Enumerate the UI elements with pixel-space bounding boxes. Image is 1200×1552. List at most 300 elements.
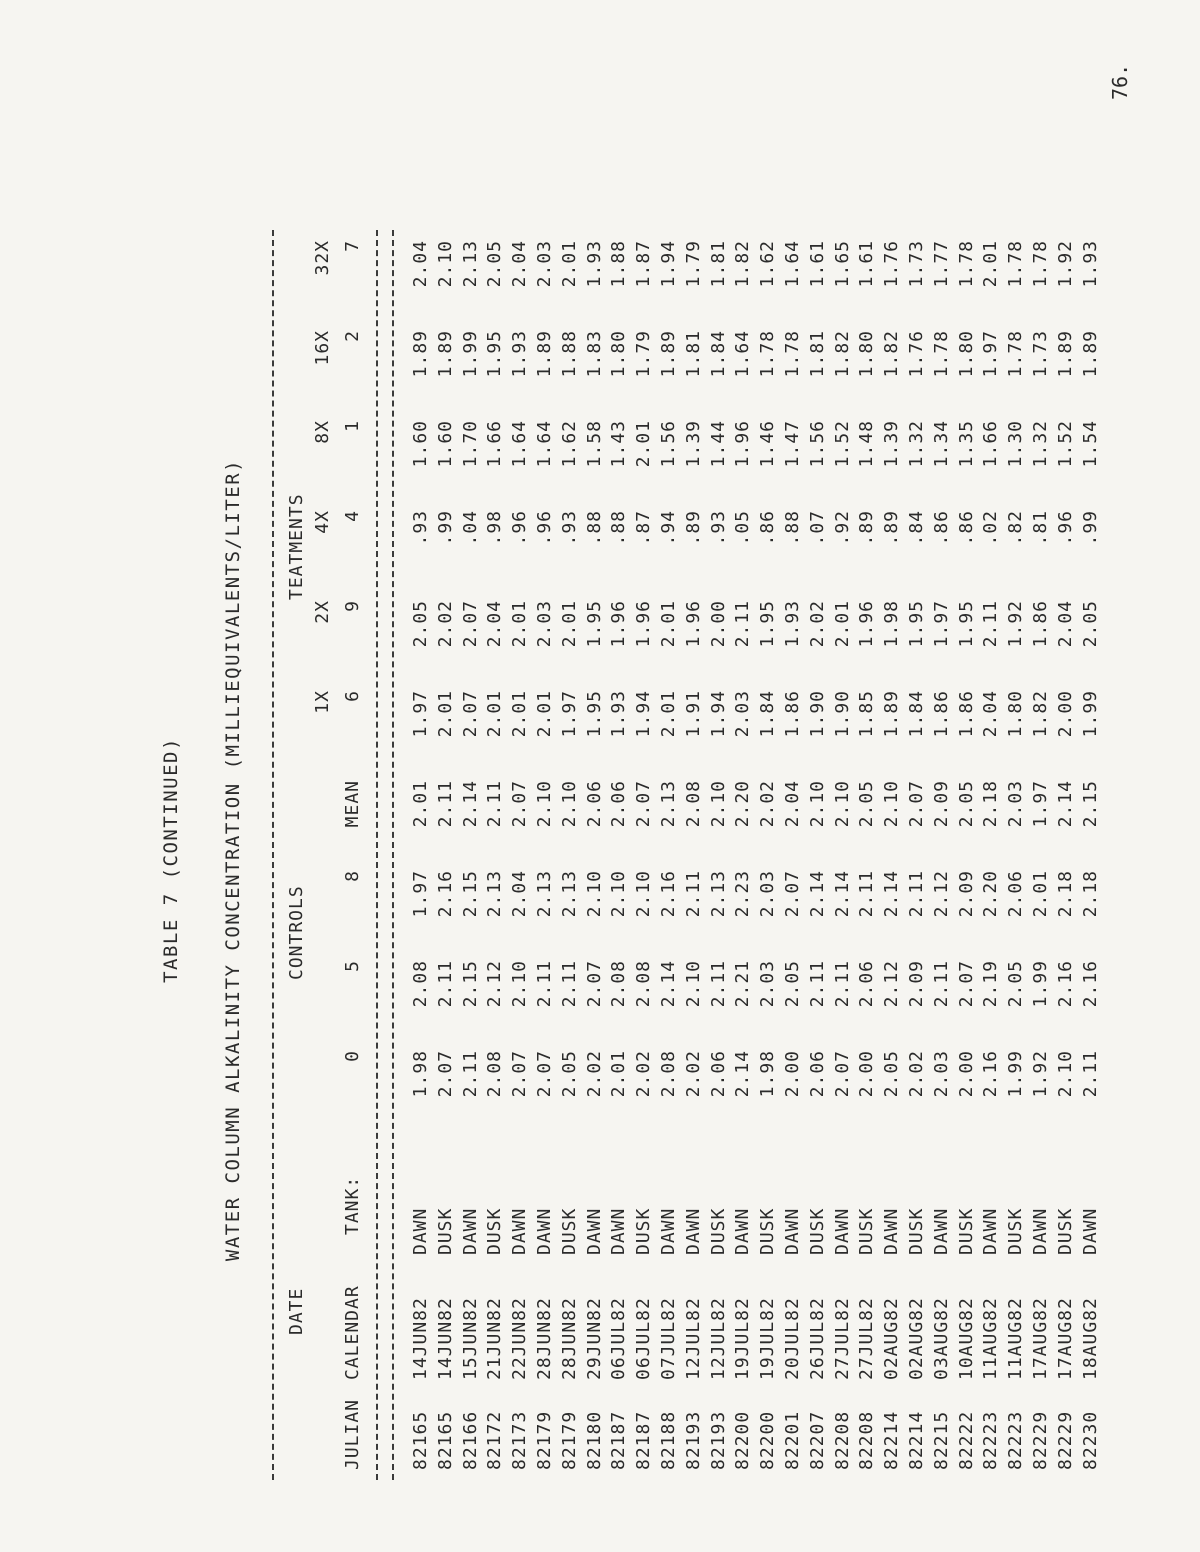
value-cell: 2.04: [1054, 600, 1076, 648]
value-cell: 2.03: [732, 690, 754, 738]
value-cell: 2.07: [509, 1050, 531, 1098]
value-cell: 1.78: [1030, 240, 1051, 288]
value-cell: 1.81: [707, 240, 729, 288]
value-cell: 1.34: [930, 420, 952, 468]
table-row: [633, 220, 658, 1520]
value-cell: 1.82: [881, 330, 903, 378]
value-cell: 1.78: [1005, 240, 1027, 288]
value-cell: 1.86: [930, 690, 952, 738]
value-cell: 1.89: [534, 330, 555, 378]
value-cell: 2.12: [881, 960, 903, 1008]
calendar-date-cell: 26JUL82: [806, 1297, 828, 1380]
value-cell: 1.96: [732, 420, 754, 468]
value-cell: .96: [534, 510, 555, 546]
value-cell: 1.92: [1054, 240, 1076, 288]
value-cell: 2.02: [682, 1050, 704, 1098]
value-cell: 2.04: [782, 780, 803, 828]
value-cell: 1.52: [831, 420, 853, 468]
value-cell: 2.05: [410, 600, 431, 648]
value-cell: 1.93: [583, 240, 605, 288]
value-cell: .93: [558, 510, 580, 546]
value-cell: 2.02: [757, 780, 779, 828]
value-cell: 2.00: [955, 1050, 977, 1098]
calendar-date-cell: 28JUN82: [558, 1297, 580, 1380]
value-cell: 1.96: [608, 600, 630, 648]
value-cell: 2.03: [757, 870, 779, 918]
value-cell: 2.18: [980, 780, 1002, 828]
value-cell: 1.90: [806, 690, 828, 738]
value-cell: 2.14: [806, 870, 828, 918]
value-cell: 1.66: [484, 420, 506, 468]
header-32x: 32X: [312, 240, 333, 276]
value-cell: 1.78: [782, 330, 803, 378]
value-cell: 2.15: [1079, 780, 1101, 828]
value-cell: 2.06: [608, 780, 630, 828]
julian-date-cell: 82193: [707, 1410, 729, 1470]
value-cell: 2.02: [806, 600, 828, 648]
header-rule-mid2: [392, 230, 394, 1480]
value-cell: 2.16: [658, 870, 679, 918]
table-row: [584, 220, 609, 1520]
value-cell: 2.06: [583, 780, 605, 828]
table-row: [931, 220, 956, 1520]
value-cell: 2.14: [459, 780, 481, 828]
value-cell: 2.13: [484, 870, 506, 918]
value-cell: 2.07: [434, 1050, 456, 1098]
time-of-day-cell: DUSK: [806, 1207, 828, 1255]
value-cell: 2.11: [732, 600, 754, 648]
value-cell: .99: [1079, 510, 1101, 546]
value-cell: 1.70: [459, 420, 481, 468]
value-cell: 2.13: [558, 870, 580, 918]
header-8x: 8X: [312, 420, 333, 444]
value-cell: 1.58: [583, 420, 605, 468]
value-cell: .93: [707, 510, 729, 546]
time-of-day-cell: DUSK: [856, 1207, 878, 1255]
value-cell: 1.77: [930, 240, 952, 288]
header-2x: 2X: [312, 600, 333, 624]
value-cell: 1.86: [955, 690, 977, 738]
value-cell: 1.73: [906, 240, 927, 288]
value-cell: 2.11: [806, 960, 828, 1008]
time-of-day-cell: DAWN: [831, 1207, 853, 1255]
value-cell: 2.05: [856, 780, 878, 828]
value-cell: 1.86: [782, 690, 803, 738]
table-row: [881, 220, 906, 1520]
value-cell: 1.78: [1005, 330, 1027, 378]
table-row: [782, 220, 807, 1520]
value-cell: 2.01: [558, 240, 580, 288]
value-cell: 2.00: [707, 600, 729, 648]
value-cell: 2.13: [707, 870, 729, 918]
value-cell: 2.01: [658, 690, 679, 738]
value-cell: 2.05: [782, 960, 803, 1008]
value-cell: 1.82: [831, 330, 853, 378]
value-cell: 2.08: [633, 960, 655, 1008]
value-cell: 2.06: [707, 1050, 729, 1098]
value-cell: .86: [955, 510, 977, 546]
value-cell: 2.16: [1079, 960, 1101, 1008]
header-1x-tank: 6: [342, 690, 363, 702]
value-cell: 1.78: [930, 330, 952, 378]
calendar-date-cell: 07JUL82: [658, 1297, 679, 1380]
header-rule-mid: [376, 230, 378, 1480]
time-of-day-cell: DAWN: [732, 1207, 754, 1255]
value-cell: 2.12: [484, 960, 506, 1008]
time-of-day-cell: DUSK: [1005, 1207, 1027, 1255]
value-cell: 2.07: [831, 1050, 853, 1098]
value-cell: 2.10: [831, 780, 853, 828]
calendar-date-cell: 27JUL82: [856, 1297, 878, 1380]
value-cell: 2.01: [980, 240, 1002, 288]
value-cell: 2.06: [1005, 870, 1027, 918]
value-cell: 2.00: [782, 1050, 803, 1098]
value-cell: .02: [980, 510, 1002, 546]
value-cell: 2.04: [509, 870, 531, 918]
value-cell: 2.01: [558, 600, 580, 648]
value-cell: 2.11: [534, 960, 555, 1008]
value-cell: 2.13: [534, 870, 555, 918]
value-cell: 1.96: [856, 600, 878, 648]
header-mean: MEAN: [342, 780, 363, 828]
value-cell: 2.05: [484, 240, 506, 288]
value-cell: 2.01: [1030, 870, 1051, 918]
julian-date-cell: 82165: [434, 1410, 456, 1470]
calendar-date-cell: 14JUN82: [410, 1297, 431, 1380]
value-cell: 2.01: [831, 600, 853, 648]
value-cell: 1.99: [459, 330, 481, 378]
value-cell: 2.11: [434, 960, 456, 1008]
date-group-header: DATE: [286, 1287, 307, 1335]
value-cell: .88: [782, 510, 803, 546]
table-row: [807, 220, 832, 1520]
table-row: [980, 220, 1005, 1520]
value-cell: 2.05: [558, 1050, 580, 1098]
header-2x-tank: 9: [342, 600, 363, 612]
value-cell: 2.14: [658, 960, 679, 1008]
header-tank-8: 8: [342, 870, 363, 882]
value-cell: 2.01: [484, 690, 506, 738]
value-cell: 2.16: [434, 870, 456, 918]
calendar-date-cell: 02AUG82: [906, 1297, 927, 1380]
value-cell: 1.56: [806, 420, 828, 468]
value-cell: 2.13: [658, 780, 679, 828]
header-4x: 4X: [312, 510, 333, 534]
value-cell: 1.93: [608, 690, 630, 738]
value-cell: 2.07: [583, 960, 605, 1008]
value-cell: .84: [906, 510, 927, 546]
value-cell: 2.11: [682, 870, 704, 918]
value-cell: 1.95: [757, 600, 779, 648]
value-cell: 1.84: [906, 690, 927, 738]
value-cell: 1.96: [633, 600, 655, 648]
header-1x: 1X: [312, 690, 333, 714]
value-cell: 2.10: [583, 870, 605, 918]
calendar-date-cell: 21JUN82: [484, 1297, 506, 1380]
value-cell: 1.97: [930, 600, 952, 648]
value-cell: 1.92: [1030, 1050, 1051, 1098]
calendar-date-cell: 19JUL82: [757, 1297, 779, 1380]
julian-date-cell: 82200: [732, 1410, 754, 1470]
value-cell: 2.20: [732, 780, 754, 828]
time-of-day-cell: DUSK: [434, 1207, 456, 1255]
calendar-date-cell: 10AUG82: [955, 1297, 977, 1380]
value-cell: 2.07: [459, 690, 481, 738]
header-julian: JULIAN: [342, 1398, 363, 1470]
time-of-day-cell: DUSK: [707, 1207, 729, 1255]
value-cell: .94: [658, 510, 679, 546]
julian-date-cell: 82230: [1079, 1410, 1101, 1470]
time-of-day-cell: DUSK: [1054, 1207, 1076, 1255]
value-cell: 1.92: [1005, 600, 1027, 648]
page-number: 76.: [1108, 63, 1132, 100]
time-of-day-cell: DUSK: [633, 1207, 655, 1255]
value-cell: 2.12: [930, 870, 952, 918]
table-row: [534, 220, 559, 1520]
value-cell: 2.04: [484, 600, 506, 648]
value-cell: .88: [583, 510, 605, 546]
julian-date-cell: 82223: [1005, 1410, 1027, 1470]
value-cell: 1.39: [682, 420, 704, 468]
value-cell: 2.15: [459, 870, 481, 918]
value-cell: 2.01: [608, 1050, 630, 1098]
value-cell: 2.00: [856, 1050, 878, 1098]
value-cell: 1.88: [558, 330, 580, 378]
value-cell: 2.11: [930, 960, 952, 1008]
value-cell: 1.62: [558, 420, 580, 468]
time-of-day-cell: DUSK: [906, 1207, 927, 1255]
table-row: [1030, 220, 1055, 1520]
value-cell: 1.60: [410, 420, 431, 468]
time-of-day-cell: DAWN: [980, 1207, 1002, 1255]
calendar-date-cell: 29JUN82: [583, 1297, 605, 1380]
julian-date-cell: 82201: [782, 1410, 803, 1470]
value-cell: 1.79: [633, 330, 655, 378]
value-cell: .89: [682, 510, 704, 546]
value-cell: 1.78: [955, 240, 977, 288]
value-cell: .99: [434, 510, 456, 546]
value-cell: 2.10: [608, 870, 630, 918]
value-cell: 1.93: [1079, 240, 1101, 288]
value-cell: 2.16: [1054, 960, 1076, 1008]
value-cell: 1.99: [1030, 960, 1051, 1008]
julian-date-cell: 82179: [534, 1410, 555, 1470]
value-cell: 1.61: [856, 240, 878, 288]
value-cell: 2.11: [707, 960, 729, 1008]
value-cell: 1.84: [707, 330, 729, 378]
julian-date-cell: 82188: [658, 1410, 679, 1470]
time-of-day-cell: DAWN: [459, 1207, 481, 1255]
value-cell: 2.11: [980, 600, 1002, 648]
julian-date-cell: 82223: [980, 1410, 1002, 1470]
value-cell: 1.80: [608, 330, 630, 378]
value-cell: 2.02: [906, 1050, 927, 1098]
table-row: [410, 220, 435, 1520]
value-cell: 1.64: [782, 240, 803, 288]
table-row: [832, 220, 857, 1520]
value-cell: .86: [930, 510, 952, 546]
value-cell: 2.07: [955, 960, 977, 1008]
value-cell: 1.39: [881, 420, 903, 468]
calendar-date-cell: 27JUL82: [831, 1297, 853, 1380]
value-cell: .92: [831, 510, 853, 546]
value-cell: 2.04: [980, 690, 1002, 738]
value-cell: 1.48: [856, 420, 878, 468]
time-of-day-cell: DAWN: [509, 1207, 531, 1255]
value-cell: 1.82: [1030, 690, 1051, 738]
value-cell: 2.07: [633, 780, 655, 828]
table-row: [1080, 220, 1105, 1520]
header-tank-0: 0: [342, 1050, 363, 1062]
header-16x-tank: 2: [342, 330, 363, 342]
julian-date-cell: 82165: [410, 1410, 431, 1470]
time-of-day-cell: DUSK: [955, 1207, 977, 1255]
value-cell: 1.89: [1054, 330, 1076, 378]
table-subtitle: WATER COLUMN ALKALINITY CONCENTRATION (MILLIEQUIVALENTS/LITER): [222, 458, 244, 1262]
value-cell: .98: [484, 510, 506, 546]
time-of-day-cell: DAWN: [1079, 1207, 1101, 1255]
table-row: [683, 220, 708, 1520]
value-cell: 2.05: [1079, 600, 1101, 648]
time-of-day-cell: DAWN: [682, 1207, 704, 1255]
time-of-day-cell: DAWN: [583, 1207, 605, 1255]
value-cell: .04: [459, 510, 481, 546]
value-cell: 2.21: [732, 960, 754, 1008]
value-cell: 1.93: [782, 600, 803, 648]
julian-date-cell: 82173: [509, 1410, 531, 1470]
value-cell: 1.95: [906, 600, 927, 648]
time-of-day-cell: DUSK: [484, 1207, 506, 1255]
value-cell: 2.03: [930, 1050, 952, 1098]
table-row: [1005, 220, 1030, 1520]
value-cell: 1.84: [757, 690, 779, 738]
value-cell: 2.02: [434, 600, 456, 648]
table-row: [509, 220, 534, 1520]
value-cell: 1.98: [881, 600, 903, 648]
value-cell: 2.01: [410, 780, 431, 828]
value-cell: 2.10: [434, 240, 456, 288]
julian-date-cell: 82166: [459, 1410, 481, 1470]
value-cell: 1.56: [658, 420, 679, 468]
header-32x-tank: 7: [342, 240, 363, 252]
value-cell: .88: [608, 510, 630, 546]
value-cell: 1.83: [583, 330, 605, 378]
time-of-day-cell: DAWN: [930, 1207, 952, 1255]
value-cell: 2.15: [459, 960, 481, 1008]
calendar-date-cell: 11AUG82: [980, 1297, 1002, 1380]
value-cell: 2.23: [732, 870, 754, 918]
value-cell: 2.11: [831, 960, 853, 1008]
value-cell: 2.11: [459, 1050, 481, 1098]
value-cell: 2.08: [658, 1050, 679, 1098]
value-cell: 1.30: [1005, 420, 1027, 468]
value-cell: 2.10: [806, 780, 828, 828]
julian-date-cell: 82208: [831, 1410, 853, 1470]
value-cell: 2.11: [434, 780, 456, 828]
value-cell: 2.01: [658, 600, 679, 648]
value-cell: .07: [806, 510, 828, 546]
table-title: TABLE 7 (CONTINUED): [160, 737, 182, 983]
value-cell: 1.89: [1079, 330, 1101, 378]
value-cell: 1.32: [906, 420, 927, 468]
value-cell: 2.06: [856, 960, 878, 1008]
calendar-date-cell: 06JUL82: [608, 1297, 630, 1380]
time-of-day-cell: DAWN: [1030, 1207, 1051, 1255]
value-cell: 2.03: [1005, 780, 1027, 828]
value-cell: 1.65: [831, 240, 853, 288]
calendar-date-cell: 17AUG82: [1030, 1297, 1051, 1380]
value-cell: 2.10: [509, 960, 531, 1008]
julian-date-cell: 82172: [484, 1410, 506, 1470]
value-cell: 1.64: [732, 330, 754, 378]
value-cell: 1.76: [906, 330, 927, 378]
value-cell: 1.97: [410, 870, 431, 918]
value-cell: 2.06: [806, 1050, 828, 1098]
julian-date-cell: 82207: [806, 1410, 828, 1470]
value-cell: .86: [757, 510, 779, 546]
value-cell: 2.07: [534, 1050, 555, 1098]
value-cell: 1.95: [583, 690, 605, 738]
calendar-date-cell: 06JUL82: [633, 1297, 655, 1380]
calendar-date-cell: 15JUN82: [459, 1297, 481, 1380]
value-cell: 1.95: [583, 600, 605, 648]
table-row: [732, 220, 757, 1520]
value-cell: 2.05: [955, 780, 977, 828]
value-cell: .89: [856, 510, 878, 546]
value-cell: 1.47: [782, 420, 803, 468]
value-cell: 2.18: [1079, 870, 1101, 918]
calendar-date-cell: 11AUG82: [1005, 1297, 1027, 1380]
julian-date-cell: 82187: [608, 1410, 630, 1470]
value-cell: .96: [1054, 510, 1076, 546]
value-cell: 1.43: [608, 420, 630, 468]
time-of-day-cell: DUSK: [558, 1207, 580, 1255]
calendar-date-cell: 03AUG82: [930, 1297, 952, 1380]
value-cell: .96: [509, 510, 531, 546]
value-cell: .87: [633, 510, 655, 546]
value-cell: 1.95: [955, 600, 977, 648]
table-row: [708, 220, 733, 1520]
value-cell: 1.66: [980, 420, 1002, 468]
value-cell: 2.01: [633, 420, 655, 468]
julian-date-cell: 82208: [856, 1410, 878, 1470]
time-of-day-cell: DAWN: [534, 1207, 555, 1255]
value-cell: 2.03: [757, 960, 779, 1008]
value-cell: 1.76: [881, 240, 903, 288]
value-cell: 1.79: [682, 240, 704, 288]
value-cell: 1.73: [1030, 330, 1051, 378]
value-cell: 2.01: [509, 690, 531, 738]
value-cell: 1.80: [856, 330, 878, 378]
value-cell: 1.88: [608, 240, 630, 288]
header-4x-tank: 4: [342, 510, 363, 522]
value-cell: 2.05: [1005, 960, 1027, 1008]
value-cell: 1.62: [757, 240, 779, 288]
calendar-date-cell: 12JUL82: [707, 1297, 729, 1380]
value-cell: 2.03: [534, 600, 555, 648]
table-row: [757, 220, 782, 1520]
value-cell: 2.14: [831, 870, 853, 918]
table-row: [435, 220, 460, 1520]
value-cell: 1.94: [658, 240, 679, 288]
table-row: [956, 220, 981, 1520]
value-cell: 2.08: [682, 780, 704, 828]
value-cell: 1.52: [1054, 420, 1076, 468]
header-16x: 16X: [312, 330, 333, 366]
value-cell: 2.19: [980, 960, 1002, 1008]
value-cell: 2.11: [484, 780, 506, 828]
table-row: [608, 220, 633, 1520]
